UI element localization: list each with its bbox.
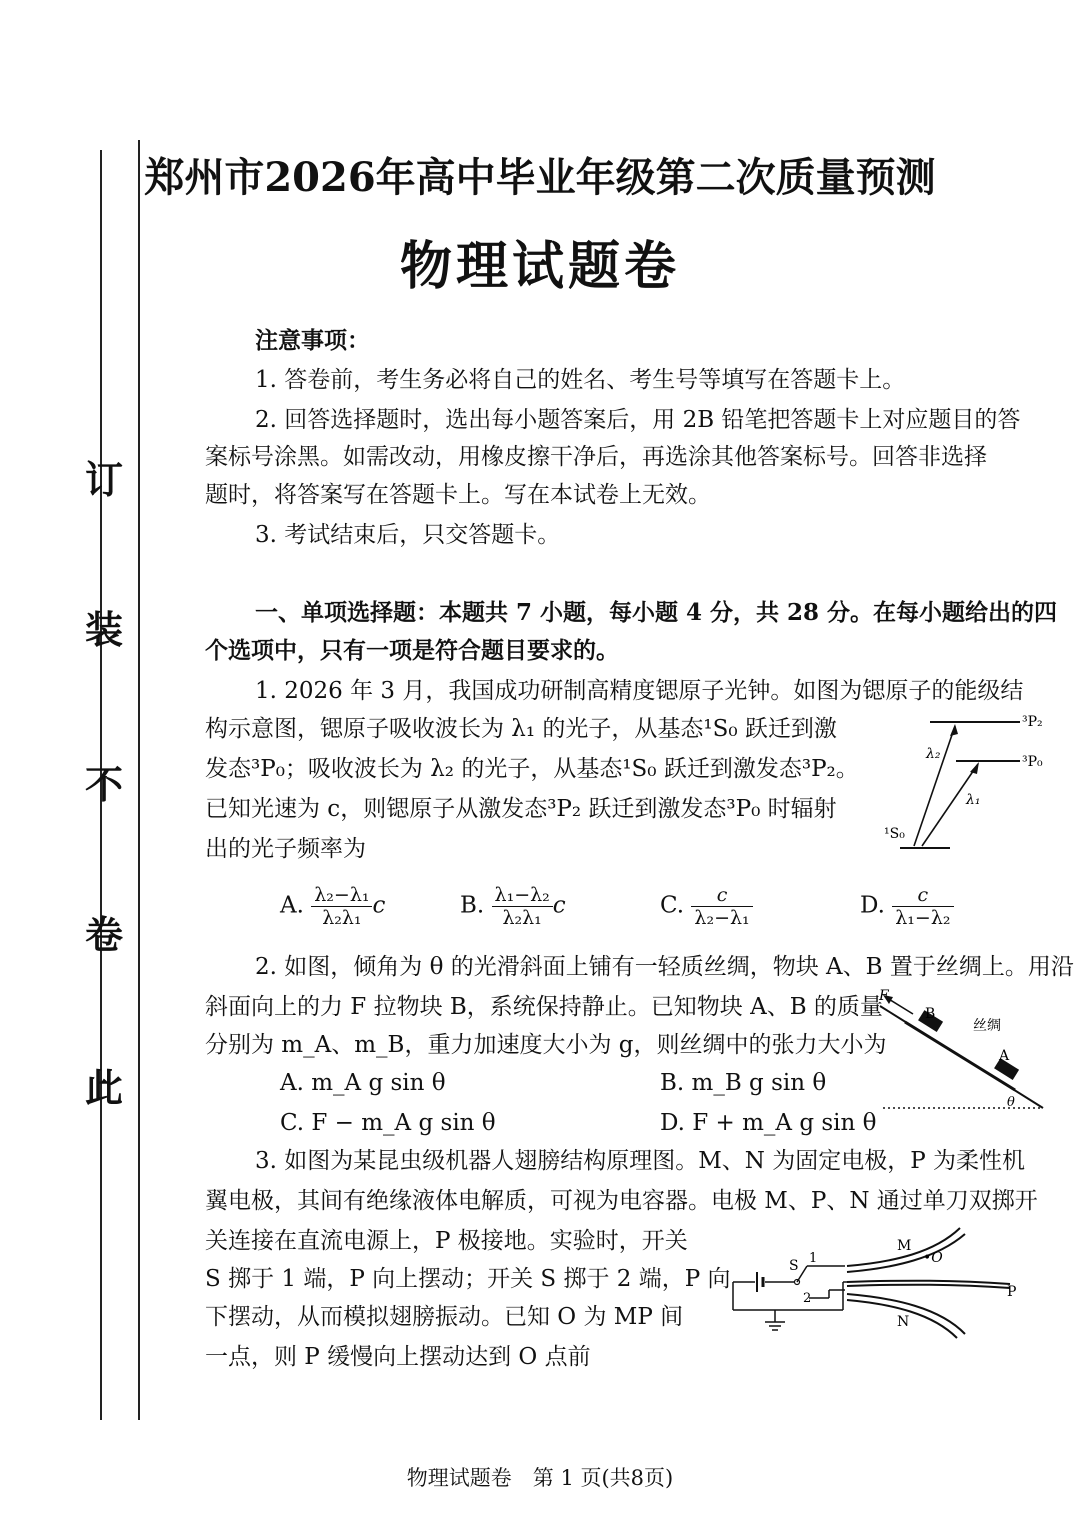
- q3-text: 3. 如图为某昆虫级机器人翅膀结构原理图。M、N 为固定电极，P 为柔性机: [255, 1148, 1026, 1174]
- option-suffix: c: [552, 892, 566, 919]
- option-fraction: [492, 884, 553, 929]
- notice-item: 题时，将答案写在答题卡上。写在本试卷上无效。: [205, 482, 711, 508]
- binding-char: 装: [84, 607, 123, 652]
- q2-text: 斜面向上的力 F 拉物块 B，系统保持静止。已知物块 A、B 的质量: [205, 994, 883, 1020]
- fraction-denominator: λ₂λ₁: [502, 907, 542, 929]
- q2-option-d: D. F + m_A g sin θ: [660, 1110, 877, 1136]
- q3-text: 一点，则 P 缓慢向上摆动达到 O 点前: [205, 1344, 591, 1370]
- level-3p2-label: ³P₂: [1022, 714, 1043, 730]
- wing-circuit-diagram: [725, 1222, 1055, 1342]
- notice-item: 2. 回答选择题时，选出每小题答案后，用 2B 铅笔把答题卡上对应题目的答: [255, 407, 1021, 433]
- notice-item: 3. 考试结束后，只交答题卡。: [255, 522, 561, 548]
- block-a-label: A: [999, 1048, 1010, 1064]
- q2-option-a: A. m_A g sin θ: [280, 1070, 446, 1096]
- binding-char: 此: [84, 1065, 123, 1110]
- terminal-1-label: 1: [809, 1251, 818, 1266]
- option-label: D.: [860, 892, 885, 919]
- terminal-2-label: 2: [803, 1291, 812, 1306]
- fraction-numerator: c: [892, 884, 953, 907]
- option-fraction: [691, 884, 752, 929]
- level-3p0-label: ³P₀: [1022, 754, 1043, 770]
- option-label: C.: [660, 892, 685, 919]
- binding-char: 不: [84, 762, 123, 807]
- binding-inner-line: [138, 140, 140, 1420]
- paper-subtitle: 物理试题卷: [399, 236, 680, 297]
- block-b-label: B: [925, 1006, 936, 1022]
- lambda2-label: λ₂: [926, 746, 941, 762]
- binding-char: 卷: [84, 912, 123, 957]
- exam-title: 郑州市2026年高中毕业年级第二次质量预测: [144, 154, 936, 201]
- option-label: B.: [460, 892, 485, 919]
- notice-item: 案标号涂黑。如需改动，用橡皮擦干净后，再选涂其他答案标号。回答非选择: [205, 444, 987, 470]
- notice-item: 1. 答卷前，考生务必将自己的姓名、考生号等填写在答题卡上。: [255, 367, 906, 393]
- electrode-n-label: N: [897, 1314, 910, 1330]
- q1-text: 构示意图，锶原子吸收波长为 λ₁ 的光子，从基态¹S₀ 跃迁到激: [205, 716, 837, 742]
- q1-text: 出的光子频率为: [205, 836, 366, 862]
- section-heading: 一、单项选择题：本题共 7 小题，每小题 4 分，共 28 分。在每小题给出的四: [255, 599, 1058, 626]
- force-label: F: [879, 988, 889, 1004]
- q2-option-c: C. F − m_A g sin θ: [280, 1110, 496, 1136]
- fraction-numerator: c: [691, 884, 752, 907]
- q3-text: 关连接在直流电源上，P 极接地。实验时，开关: [205, 1228, 688, 1254]
- fraction-denominator: λ₁−λ₂: [895, 907, 951, 929]
- option-suffix: c: [372, 892, 386, 919]
- q2-text: 2. 如图，倾角为 θ 的光滑斜面上铺有一轻质丝绸，物块 A、B 置于丝绸上。用沿: [255, 954, 1074, 980]
- electrode-p: [847, 1281, 1010, 1284]
- option-fraction: [892, 884, 953, 929]
- q1-text: 已知光速为 c，则锶原子从激发态³P₂ 跃迁到激发态³P₀ 时辐射: [205, 796, 837, 822]
- option-fraction: [311, 884, 372, 929]
- fraction-denominator: λ₂λ₁: [322, 907, 362, 929]
- notice-heading: 注意事项：: [255, 327, 370, 354]
- q3-text: 翼电极，其间有绝缘液体电解质，可视为电容器。电极 M、P、N 通过单刀双掷开: [205, 1188, 1038, 1214]
- q2-option-b: B. m_B g sin θ: [660, 1070, 827, 1096]
- silk-label: 丝绸: [973, 1018, 1001, 1034]
- lambda1-label: λ₁: [966, 792, 981, 808]
- option-label: A.: [280, 892, 304, 919]
- q1-text: 1. 2026 年 3 月，我国成功研制高精度锶原子光钟。如图为锶原子的能级结: [255, 678, 1024, 704]
- section-heading: 个选项中，只有一项是符合题目要求的。: [205, 637, 619, 664]
- page-footer: 物理试题卷 第 1 页(共8页): [406, 1466, 674, 1490]
- q3-text: 下摆动，从而模拟翅膀振动。已知 O 为 MP 间: [205, 1304, 684, 1330]
- level-1s0-label: ¹S₀: [884, 826, 905, 842]
- binding-char: 订: [84, 457, 123, 502]
- electrode-p-label: P: [1007, 1284, 1017, 1300]
- switch-label: S: [789, 1258, 799, 1274]
- q1-option-c: [660, 884, 753, 929]
- q1-option-d: [860, 884, 954, 929]
- energy-level-diagram: [870, 706, 1060, 856]
- q3-text: S 掷于 1 端，P 向上摆动；开关 S 掷于 2 端，P 向: [205, 1266, 731, 1292]
- incline-diagram: [875, 984, 1055, 1114]
- q1-option-a: [280, 884, 385, 929]
- electrode-m-label: M: [897, 1238, 912, 1254]
- fraction-numerator: λ₁−λ₂: [492, 884, 553, 907]
- fraction-numerator: λ₂−λ₁: [311, 884, 372, 907]
- point-o-label: •O: [923, 1250, 943, 1266]
- fraction-denominator: λ₂−λ₁: [694, 907, 750, 929]
- q1-option-b: [460, 884, 566, 929]
- angle-label: θ: [1007, 1095, 1015, 1110]
- q1-text: 发态³P₀；吸收波长为 λ₂ 的光子，从基态¹S₀ 跃迁到激发态³P₂。: [205, 756, 859, 782]
- q2-text: 分别为 m_A、m_B，重力加速度大小为 g，则丝绸中的张力大小为: [205, 1032, 887, 1058]
